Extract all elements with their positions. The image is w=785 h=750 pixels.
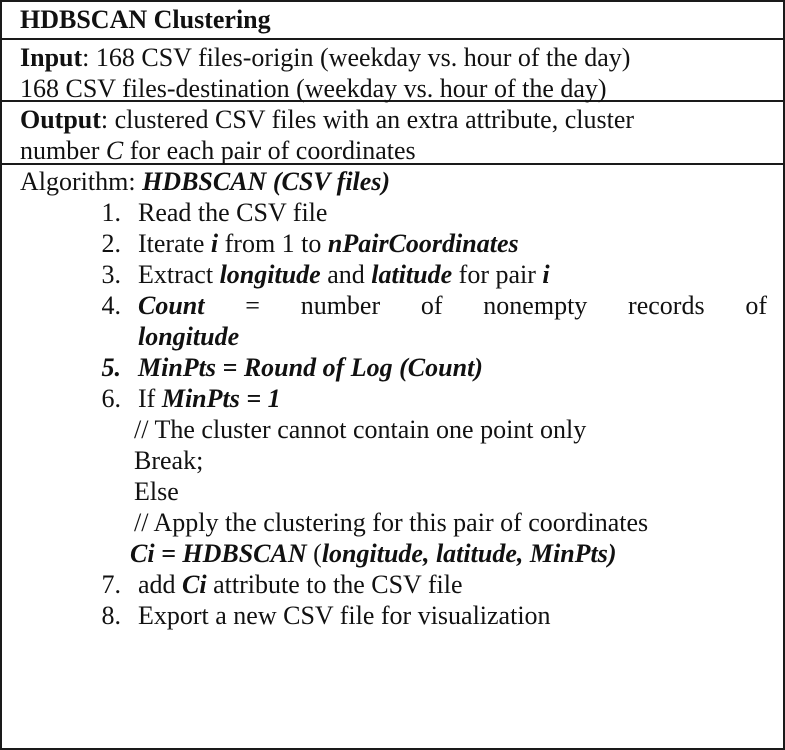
input-label: Input <box>20 43 83 72</box>
step-8: 8. Export a new CSV file for visualization <box>101 601 551 630</box>
step-6: 6. If MinPts = 1 <box>101 384 281 413</box>
step-3: 3. Extract longitude and latitude for pair i <box>101 260 550 289</box>
else-statement: Else <box>134 477 179 506</box>
table-title <box>2 2 783 40</box>
output-label: Output <box>20 105 101 134</box>
if-comment: // The cluster cannot contain one point only <box>134 415 587 444</box>
step-1: 1. Read the CSV file <box>101 198 328 227</box>
step-5: 5. MinPts = Round of Log (Count) <box>101 353 483 382</box>
output-section <box>2 102 783 165</box>
step-4-continuation: longitude <box>138 322 240 351</box>
step-7: 7. add Ci attribute to the CSV file <box>101 570 463 599</box>
step-4: 4. Count = number of nonempty records of <box>101 291 767 320</box>
else-comment: // Apply the clustering for this pair of coordinates <box>134 508 649 537</box>
algorithm-section <box>2 165 783 631</box>
input-line-1: Input: 168 CSV files-origin (weekday vs. hour of the day) <box>20 43 631 72</box>
output-line-1: Output: clustered CSV files with an extra attribute, cluster <box>20 105 635 134</box>
input-section <box>2 40 783 102</box>
output-line-2: number C for each pair of coordinates <box>20 136 416 165</box>
input-line-2: 168 CSV files-destination (weekday vs. hour of the day) <box>20 74 607 103</box>
hdbscan-call: Ci = HDBSCAN (longitude, latitude, MinPts) <box>130 539 617 568</box>
step-2: 2. Iterate i from 1 to nPairCoordinates <box>101 229 519 258</box>
title-text: HDBSCAN Clustering <box>20 5 271 34</box>
algorithm-header: Algorithm: HDBSCAN (CSV files) <box>20 167 391 196</box>
break-statement: Break; <box>134 446 204 475</box>
